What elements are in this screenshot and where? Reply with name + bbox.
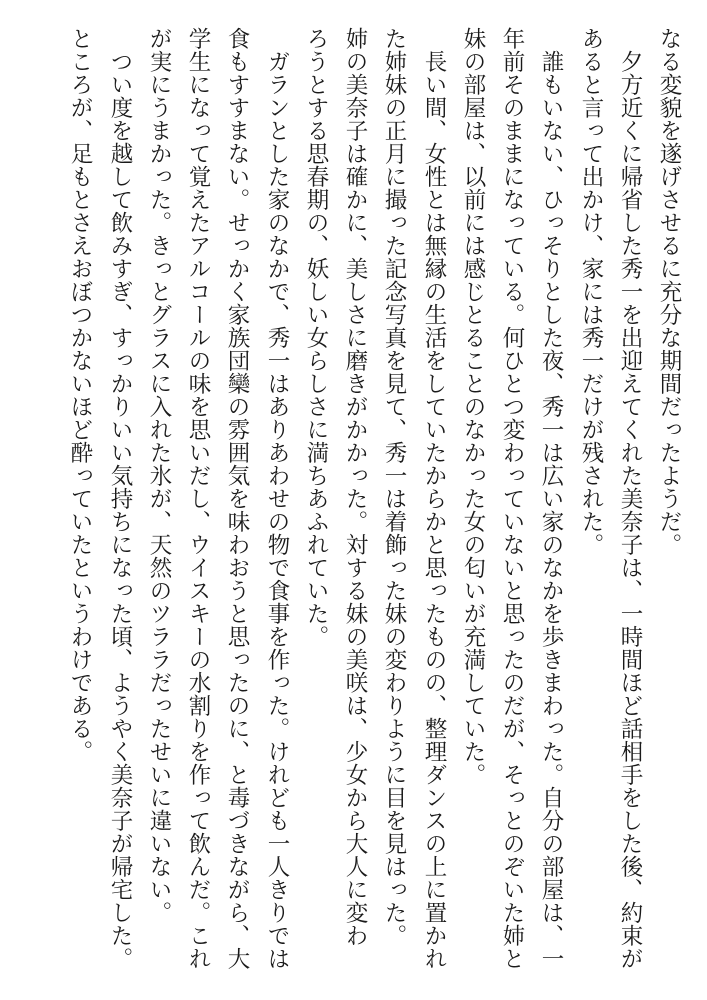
text-line-4: 誰もいない、ひっそりとした夜、秀一は広い家のなかを歩きまわった。自分の部屋は、一 — [538, 27, 564, 970]
text-line-9: 姉の美奈子は確かに、美しさに磨きがかかった。対する妹の美咲は、少女から大人に変わ — [342, 27, 368, 947]
text-line-8: た姉妹の正月に撮った記念写真を見て、秀一は着飾った妹の変わりように目を見はった。 — [381, 27, 407, 947]
text-line-7: 長い間、女性とは無縁の生活をしていたからかと思ったものの、整理ダンスの上に置かれ — [421, 27, 447, 970]
text-line-3: あると言って出かけ、家には秀一だけが残された。 — [578, 27, 604, 556]
text-line-14: が実にうまかった。きっとグラスに入れた氷が、天然のツララだったせいに違いない。 — [146, 27, 172, 924]
text-line-1: なる変貌を遂げさせるに充分な期間だったようだ。 — [656, 27, 682, 556]
text-line-2: 夕方近くに帰省した秀一を出迎えてくれた美奈子は、一時間ほど話相手をした後、約束が — [617, 27, 643, 970]
text-line-5: 年前そのままになっている。何ひとつ変わっていないと思ったのだが、そっとのぞいた姉と — [499, 27, 525, 970]
text-line-11: ガランとした家のなかで、秀一はありあわせの物で食事を作った。けれども一人きりでは — [264, 27, 290, 970]
text-line-6: 妹の部屋は、以前には感じとることのなかった女の匂いが充満していた。 — [460, 27, 486, 786]
text-line-16: ところが、足もとさえおぼつかないほど酔っていたというわけである。 — [67, 27, 93, 763]
text-line-13: 学生になって覚えたアルコールの味を思いだし、ウイスキーの水割りを作って飲んだ。これ — [185, 27, 211, 970]
text-line-15: つい度を越して飲みすぎ、すっかりいい気持ちになった頃、ようやく美奈子が帰宅した。 — [107, 27, 133, 970]
text-line-12: 食もすすまない。せっかく家族団欒の雰囲気を味わおうと思ったのに、と毒づきながら、大 — [224, 27, 250, 970]
text-line-10: ろうとする思春期の、妖しい女らしさに満ちあふれていた。 — [303, 27, 329, 648]
